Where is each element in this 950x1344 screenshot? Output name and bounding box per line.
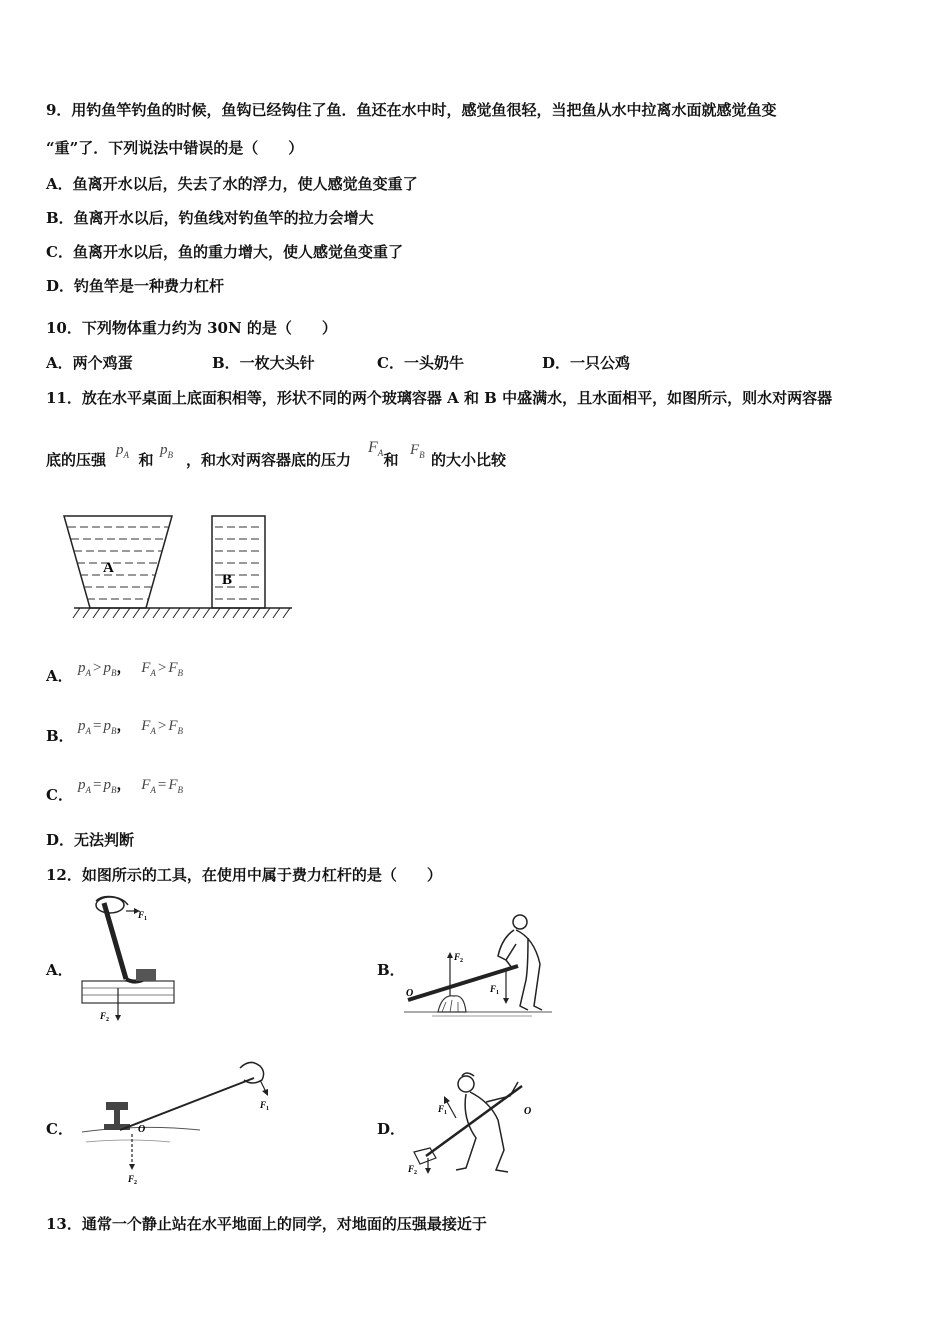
figure-d-f2-label: F	[408, 1164, 415, 1174]
q9-stem-line2: “重”了．下列说法中错误的是（ ）	[46, 139, 304, 157]
figure-c-f1-sub: 1	[266, 1106, 269, 1112]
q12-option-d-letter: D．	[377, 1120, 406, 1138]
figure-c-f2-sub: 2	[134, 1180, 137, 1186]
q12-figure-d-shovel-man	[400, 1068, 550, 1186]
figure-b-f1-sub: 1	[496, 990, 499, 996]
container-a	[64, 516, 172, 608]
figure-b-f2-sub: 2	[460, 958, 463, 964]
q10-option-c: C．一头奶牛	[377, 354, 464, 372]
q12-option-a-letter: A．	[46, 961, 73, 979]
q12-figure-c-rail-lever	[80, 1058, 280, 1186]
q11-container-figure	[60, 510, 300, 628]
figure-b-pivot-label: O	[406, 988, 414, 999]
q9-option-c: C．鱼离开水以后，鱼的重力增大，使人感觉鱼变重了	[46, 243, 403, 261]
figure-d-f2-sub: 2	[414, 1170, 417, 1176]
q9-stem-line1: 9．用钓鱼竿钓鱼的时候，鱼钩已经钩住了鱼．鱼还在水中时，感觉鱼很轻，当把鱼从水中拉离水面就感觉鱼变	[46, 101, 777, 119]
q10-option-d: D．一只公鸡	[542, 354, 631, 372]
stem-symbol-FA: $F_A$	[368, 439, 384, 459]
q13-stem: 13．通常一个静止站在水平地面上的同学，对地面的压强最接近于	[46, 1215, 487, 1233]
q11-text-and1: 和	[138, 451, 154, 469]
q12-stem: 12．如图所示的工具，在使用中属于费力杠杆的是（ ）	[46, 866, 442, 884]
q11-option-a-letter: A．	[46, 667, 73, 685]
figure-d-pivot-label: O	[524, 1106, 532, 1117]
q11-option-b-expr: $p_A = p_B$， $F_A > F_B$	[78, 718, 184, 736]
figure-c-f1-label: F	[260, 1100, 267, 1110]
q12-figure-b-lever-man	[402, 908, 558, 1024]
figure-d-f1-label: F	[438, 1104, 445, 1114]
q9-option-a: A．鱼离开水以后，失去了水的浮力，使人感觉鱼变重了	[46, 175, 418, 193]
figure-a-f2-sub: 2	[106, 1017, 109, 1023]
figure-a-f2-label: F	[100, 1011, 107, 1021]
q10-option-a: A．两个鸡蛋	[46, 354, 133, 372]
stem-symbol-FB: $F_B$	[410, 442, 425, 460]
figure-a-f1-label: F	[138, 910, 145, 920]
q11-text-force: ，和水对两容器底的压力	[185, 451, 351, 469]
q9-option-b: B．鱼离开水以后，钓鱼线对钓鱼竿的拉力会增大	[46, 209, 374, 227]
q11-option-b-letter: B．	[46, 727, 74, 745]
figure-c-pivot-label: O	[138, 1124, 146, 1135]
q11-option-c-letter: C．	[46, 786, 73, 804]
figure-b-f1-label: F	[490, 984, 497, 994]
q9-option-d: D．钓鱼竿是一种费力杠杆	[46, 277, 225, 295]
stem-symbol-pA: $p_A$	[116, 442, 129, 460]
q12-option-c-letter: C．	[46, 1120, 73, 1138]
q11-text-compare: 的大小比较	[430, 451, 506, 469]
container-a-label: A	[103, 560, 114, 576]
figure-b-f2-label: F	[454, 952, 461, 962]
q11-stem-line2	[46, 450, 506, 470]
container-b-label: B	[222, 572, 233, 588]
q11-text-and2: 和	[383, 451, 399, 469]
figure-d-f1-sub: 1	[444, 1110, 447, 1116]
stem-symbol-pB: $p_B$	[160, 442, 173, 460]
figure-c-f2-label: F	[128, 1174, 135, 1184]
q12-figure-a-crowbar	[80, 893, 180, 1025]
q10-option-b: B．一枚大头针	[212, 354, 315, 372]
q11-option-d: D．无法判断	[46, 831, 135, 849]
q11-stem-line1: 11．放在水平桌面上底面积相等，形状不同的两个玻璃容器 A 和 B 中盛满水，且水面相平，如图所示，则水对两容器	[46, 389, 833, 407]
container-b	[212, 516, 265, 608]
q11-text-pressure: 底的压强	[46, 451, 107, 469]
q12-option-b-letter: B．	[377, 961, 405, 979]
q10-stem: 10．下列物体重力约为 30N 的是（ ）	[46, 319, 337, 337]
q11-option-a-expr: $p_A > p_B$， $F_A > F_B$	[78, 660, 184, 678]
figure-a-f1-sub: 1	[144, 916, 147, 922]
q11-option-c-expr: $p_A = p_B$， $F_A = F_B$	[78, 777, 184, 795]
